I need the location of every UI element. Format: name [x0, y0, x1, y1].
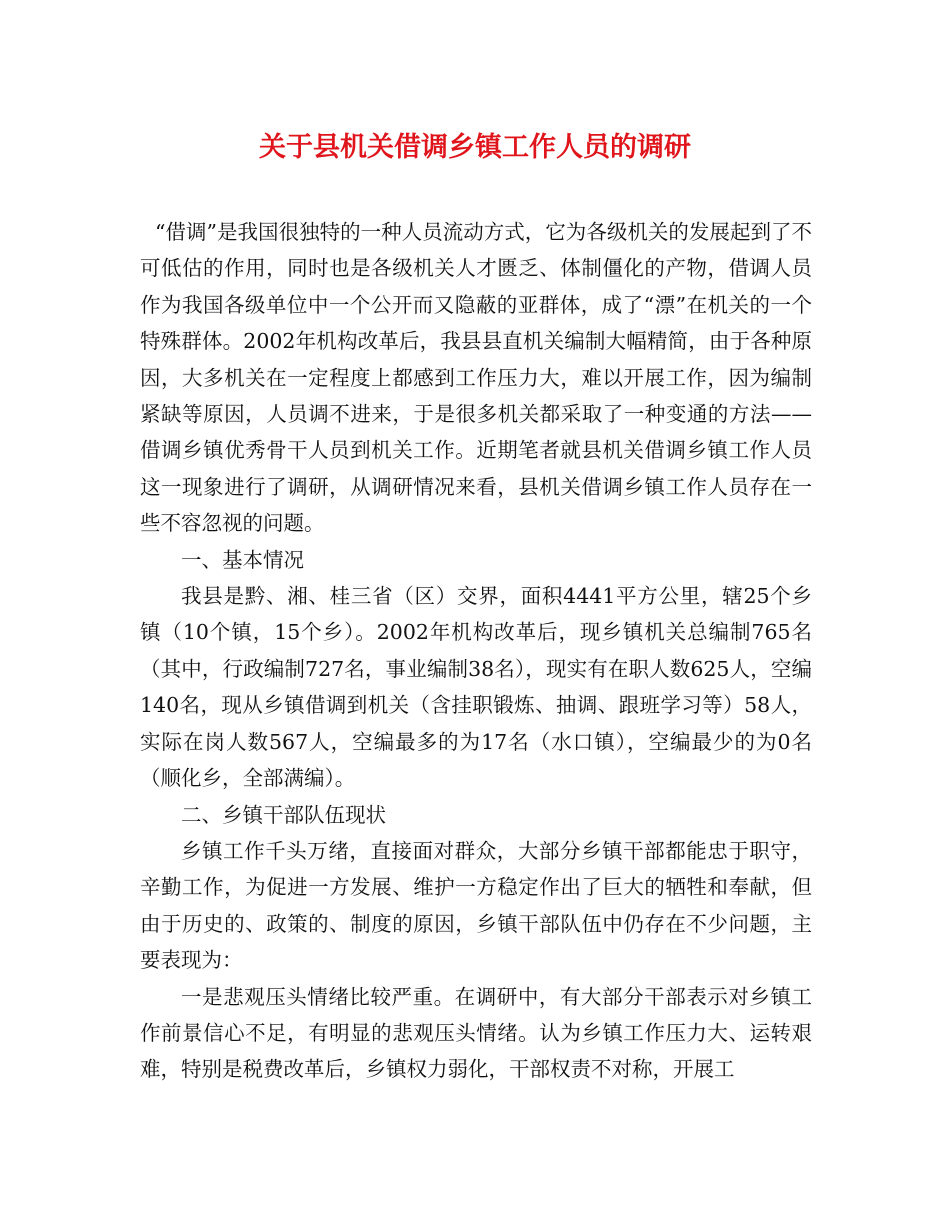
document-body	[140, 214, 812, 1088]
paragraph-basic-situation: 我县是黔、湘、桂三省（区）交界，面积4441平方公里，辖25个乡镇（10个镇，15个乡）。2002年机构改革后，现乡镇机关总编制765名（其中，行政编制727名，事业编制38名），现实有在职人数625人，空编140名，现从乡镇借调到机关（含挂职锻炼、抽调、跟班学习等）58人，实际在岗人数567人，空编最多的为17名（水口镇），空编最少的为0名（顺化乡，全部满编）。	[140, 584, 812, 791]
section-heading-basic-situation: 一、基本情况	[181, 547, 304, 572]
paragraph-pessimism: 一是悲观压头情绪比较严重。在调研中，有大部分干部表示对乡镇工作前景信心不足，有明显的悲观压头情绪。认为乡镇工作压力大、运转艰难，特别是税费改革后，乡镇权力弱化，干部权责不对称，开展工	[140, 984, 812, 1082]
section-heading-cadre-status: 二、乡镇干部队伍现状	[181, 802, 386, 827]
paragraph-intro: “借调”是我国很独特的一种人员流动方式，它为各级机关的发展起到了不可低估的作用，同时也是各级机关人才匮乏、体制僵化的产物，借调人员作为我国各级单位中一个公开而又隐蔽的亚群体，成了“漂”在机关的一个特殊群体。2002年机构改革后，我县县直机关编制大幅精简，由于各种原因，大多机关在一定程度上都感到工作压力大，难以开展工作，因为编制紧缺等原因，人员调不进来，于是很多机关都采取了一种变通的方法——借调乡镇优秀骨干人员到机关工作。近期笔者就县机关借调乡镇工作人员这一现象进行了调研，从调研情况来看，县机关借调乡镇工作人员存在一些不容忽视的问题。	[140, 220, 812, 536]
paragraph-cadre-status: 乡镇工作千头万绪，直接面对群众，大部分乡镇干部都能忠于职守，辛勤工作，为促进一方发展、维护一方稳定作出了巨大的牺牲和奉献，但由于历史的、政策的、制度的原因，乡镇干部队伍中仍存在不少问题，主要表现为：	[140, 838, 812, 973]
document-title: 关于县机关借调乡镇工作人员的调研	[259, 132, 691, 163]
